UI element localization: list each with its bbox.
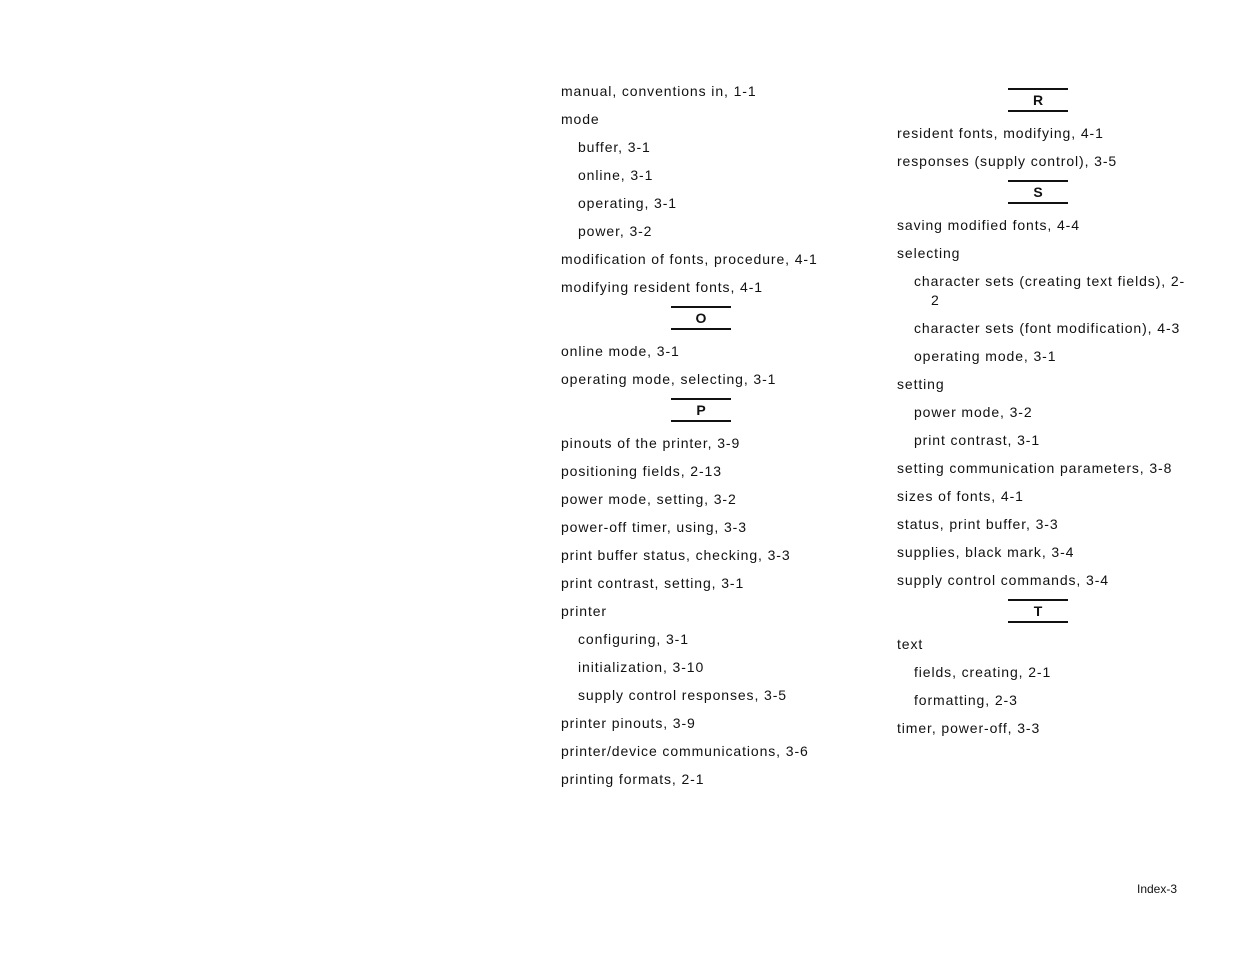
index-subentry: buffer, 3-1 bbox=[578, 139, 651, 155]
index-entry: sizes of fonts, 4-1 bbox=[897, 488, 1024, 504]
index-subentry: formatting, 2-3 bbox=[914, 692, 1018, 708]
index-entry: supply control commands, 3-4 bbox=[897, 572, 1109, 588]
index-subentry: initialization, 3-10 bbox=[578, 659, 705, 675]
index-entry: pinouts of the printer, 3-9 bbox=[561, 435, 741, 451]
index-subentry: operating mode, 3-1 bbox=[914, 348, 1057, 364]
index-subentry: operating, 3-1 bbox=[578, 195, 677, 211]
index-entry: mode bbox=[561, 111, 600, 127]
index-entry: modification of fonts, procedure, 4-1 bbox=[561, 251, 818, 267]
index-entry: online mode, 3-1 bbox=[561, 343, 680, 359]
index-entry: status, print buffer, 3-3 bbox=[897, 516, 1059, 532]
index-entry: positioning fields, 2-13 bbox=[561, 463, 722, 479]
index-subentry: configuring, 3-1 bbox=[578, 631, 689, 647]
index-entry: responses (supply control), 3-5 bbox=[897, 153, 1118, 169]
index-subentry: power, 3-2 bbox=[578, 223, 653, 239]
index-subentry: supply control responses, 3-5 bbox=[578, 687, 787, 703]
index-entry: saving modified fonts, 4-4 bbox=[897, 217, 1080, 233]
index-subentry: character sets (creating text fields), 2-2 bbox=[914, 273, 1186, 308]
index-subentry: online, 3-1 bbox=[578, 167, 654, 183]
index-section-letter: O bbox=[671, 306, 731, 330]
index-entry: selecting bbox=[897, 245, 961, 261]
index-section-letter: P bbox=[671, 398, 731, 422]
index-entry: power mode, setting, 3-2 bbox=[561, 491, 737, 507]
index-entry: printing formats, 2-1 bbox=[561, 771, 705, 787]
index-entry: resident fonts, modifying, 4-1 bbox=[897, 125, 1104, 141]
index-entry: text bbox=[897, 636, 924, 652]
index-entry: setting bbox=[897, 376, 945, 392]
index-subentry: print contrast, 3-1 bbox=[914, 432, 1041, 448]
index-section-letter: R bbox=[1008, 88, 1068, 112]
index-entry: print contrast, setting, 3-1 bbox=[561, 575, 745, 591]
index-subentry: power mode, 3-2 bbox=[914, 404, 1033, 420]
index-entry: power-off timer, using, 3-3 bbox=[561, 519, 747, 535]
index-entry: manual, conventions in, 1-1 bbox=[561, 83, 757, 99]
index-entry: printer/device communications, 3-6 bbox=[561, 743, 809, 759]
index-entry: print buffer status, checking, 3-3 bbox=[561, 547, 791, 563]
index-entry: supplies, black mark, 3-4 bbox=[897, 544, 1075, 560]
index-entry: printer pinouts, 3-9 bbox=[561, 715, 696, 731]
index-entry: operating mode, selecting, 3-1 bbox=[561, 371, 777, 387]
index-entry: printer bbox=[561, 603, 607, 619]
index-subentry: character sets (font modification), 4-3 bbox=[914, 320, 1181, 336]
index-section-letter: S bbox=[1008, 180, 1068, 204]
index-subentry: fields, creating, 2-1 bbox=[914, 664, 1052, 680]
index-column-left bbox=[561, 82, 861, 798]
index-entry: timer, power-off, 3-3 bbox=[897, 720, 1041, 736]
index-column-right bbox=[897, 82, 1186, 747]
index-section-letter: T bbox=[1008, 599, 1068, 623]
index-entry: modifying resident fonts, 4-1 bbox=[561, 279, 763, 295]
page-number: Index-3 bbox=[1137, 882, 1178, 896]
index-entry: setting communication parameters, 3-8 bbox=[897, 460, 1173, 476]
